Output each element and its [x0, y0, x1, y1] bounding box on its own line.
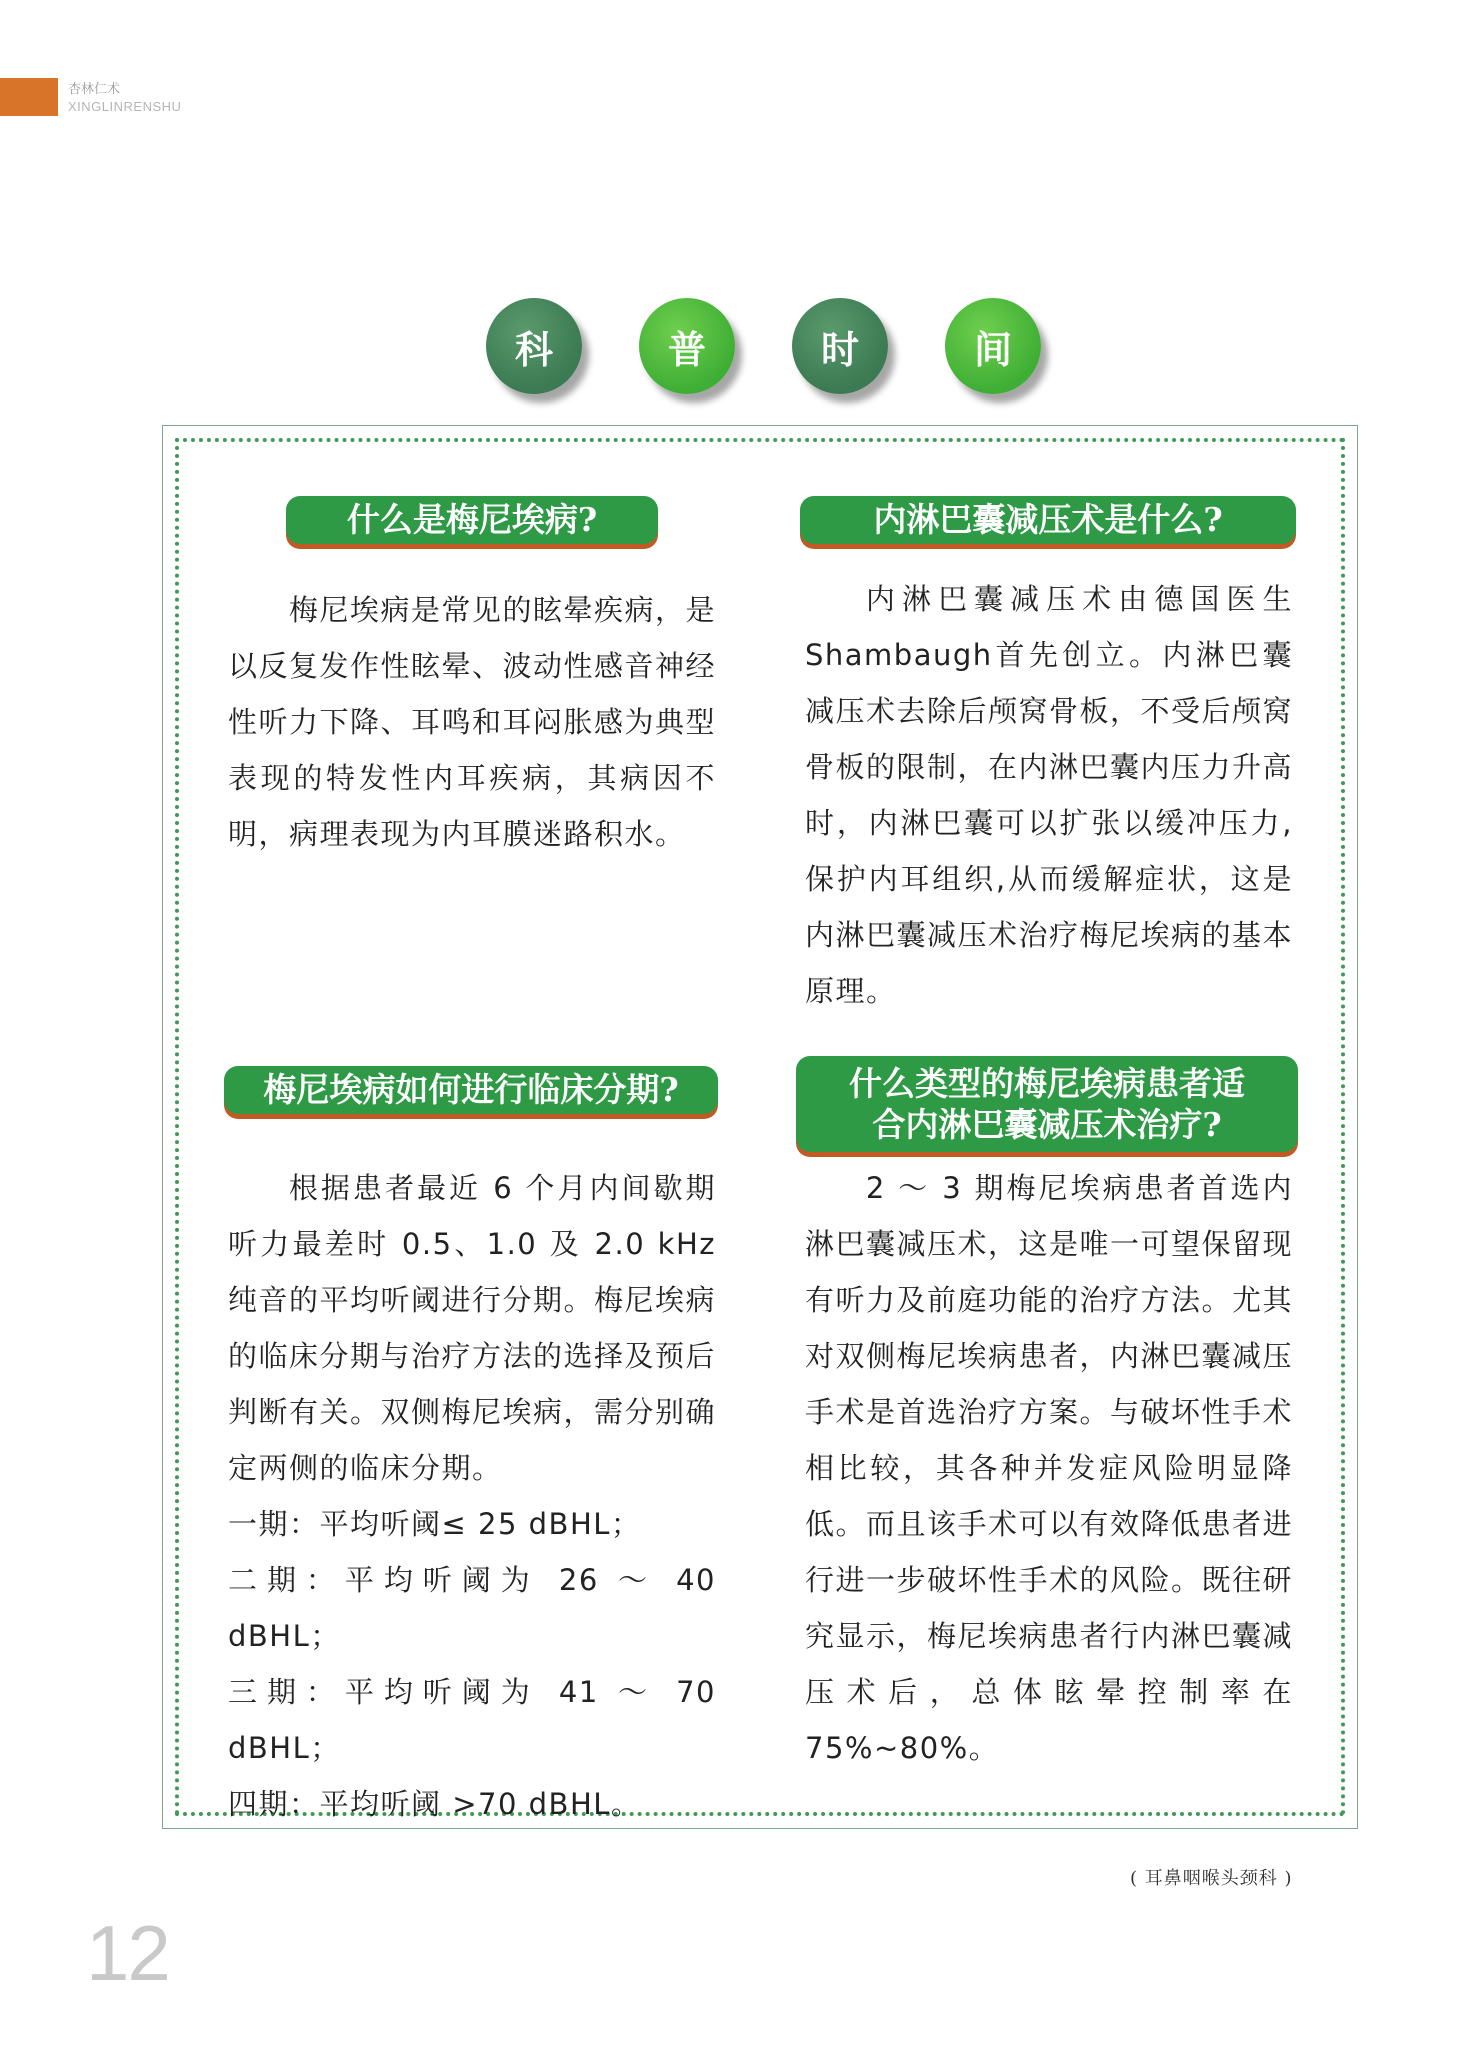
heading-what-is-els-decompression: 内淋巴囊减压术是什么? — [800, 496, 1296, 544]
stage-4: 四期：平均听阈 >70 dBHL。 — [228, 1787, 642, 1821]
section-title-circles — [486, 298, 1046, 408]
stage-2: 二期：平均听阈为 26 ～ 40 dBHL； — [228, 1563, 716, 1653]
department-credit: ( 耳鼻咽喉头颈科 ) — [1130, 1868, 1293, 1889]
heading-line-2: 合内淋巴囊减压术治疗? — [872, 1105, 1222, 1144]
paragraph-text: 根据患者最近 6 个月内间歇期听力最差时 0.5、1.0 及 2.0 kHz 纯音的平均听阈进行分期。梅尼埃病的临床分期与治疗方法的选择及预后判断有关。双侧梅尼埃病，需分别确定两侧的临床分期。 — [228, 1171, 717, 1485]
heading-what-is-menieres: 什么是梅尼埃病? — [286, 496, 658, 544]
heading-clinical-staging: 梅尼埃病如何进行临床分期? — [224, 1066, 718, 1114]
title-circle-4: 间 — [945, 298, 1041, 394]
paragraph-menieres-definition — [228, 582, 716, 862]
heading-suitable-patients — [796, 1056, 1298, 1152]
page-number: 12 — [86, 1909, 169, 1997]
title-circle-3: 时 — [792, 298, 888, 394]
magazine-column-name: 杏林仁术 — [68, 82, 121, 97]
paragraph-text: 梅尼埃病是常见的眩晕疾病，是以反复发作性眩晕、波动性感音神经性听力下降、耳鸣和耳闷胀感为典型表现的特发性内耳疾病，其病因不明，病理表现为内耳膜迷路积水。 — [228, 593, 717, 851]
heading-line-1: 什么类型的梅尼埃病患者适 — [849, 1063, 1245, 1103]
magazine-column-pinyin: XINGLINRENSHU — [68, 99, 182, 114]
brand-color-block — [0, 78, 58, 116]
paragraph-els-decompression — [805, 571, 1293, 1019]
paragraph-text: 内淋巴囊减压术由德国医生Shambaugh首先创立。内淋巴囊减压术去除后颅窝骨板，不受后颅窝骨板的限制，在内淋巴囊内压力升高时，内淋巴囊可以扩张以缓冲压力,保护内耳组织,从而缓解症状，这是内淋巴囊减压术治疗梅尼埃病的基本原理。 — [805, 582, 1294, 1008]
stage-3: 三期：平均听阈为 41 ～ 70 dBHL； — [228, 1675, 716, 1765]
paragraph-suitable-patients — [805, 1160, 1293, 1776]
paragraph-clinical-staging — [228, 1160, 716, 1832]
title-circle-2: 普 — [639, 298, 735, 394]
stage-1: 一期：平均听阈≤ 25 dBHL； — [228, 1507, 642, 1541]
paragraph-text: 2 ～ 3 期梅尼埃病患者首选内淋巴囊减压术，这是唯一可望保留现有听力及前庭功能的治疗方法。尤其对双侧梅尼埃病患者，内淋巴囊减压手术是首选治疗方案。与破坏性手术相比较，其各种并发症风险明显降低。而且该手术可以有效降低患者进行进一步破坏性手术的风险。既往研究显示，梅尼埃病患者行内淋巴囊减压术后，总体眩晕控制率在 75%~80%。 — [805, 1171, 1294, 1765]
title-circle-1: 科 — [486, 298, 582, 394]
